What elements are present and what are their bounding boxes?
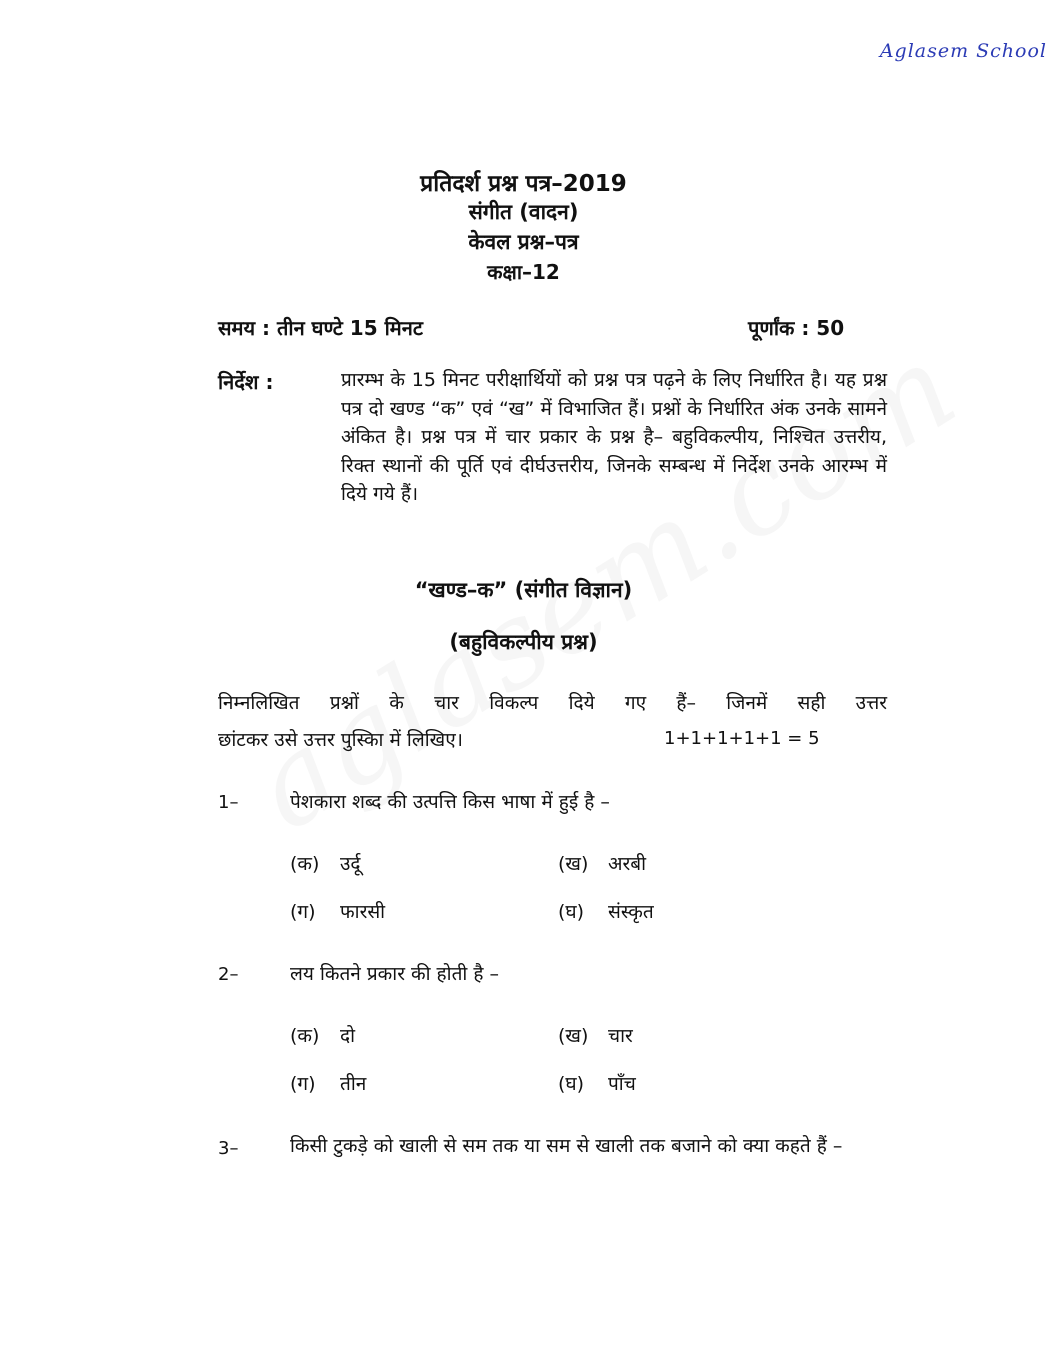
directions-label: निर्देश : — [218, 370, 274, 394]
option — [290, 850, 361, 876]
question-number: 3– — [218, 1138, 239, 1159]
directions-text: प्रारम्भ के 15 मिनट परीक्षार्थियों को प्रश्न पत्र पढ़ने के लिए निर्धारित है। यह प्रश्न पत्र दो खण्ड “क” एवं “ख” में विभाजित हैं। प्रश्नों के निर्धारित अंक उनके सामने अंकित है। प्रश्न पत्र में चार प्रकार के प्रश्न है– बहुविकल्पीय, निश्चित उत्तरीय, रिक्त स्थानों की पूर्ति एवं दीर्घउत्तरीय, जिनके सम्बन्ध में निर्देश उनके आरम्भ में दिये गये हैं। — [341, 369, 887, 506]
section-instruction-line1: निम्नलिखित प्रश्नों के चार विकल्प दिये गए हैं– जिनमें सही उत्तर — [218, 692, 887, 714]
section-marks: 1+1+1+1+1 = 5 — [664, 728, 820, 749]
option-text: तीन — [340, 1073, 367, 1095]
option-text: चार — [608, 1025, 633, 1047]
section-subtitle: (बहुविकल्पीय प्रश्न) — [449, 630, 598, 654]
paper-class: कक्षा–12 — [487, 260, 560, 284]
section-instruction-line2: छांटकर उसे उत्तर पुस्किा में लिखिए। — [218, 729, 463, 751]
option-text: उर्दू — [340, 853, 361, 875]
option — [290, 1070, 366, 1096]
option-key: (घ) — [558, 901, 585, 923]
question-number: 2– — [218, 964, 239, 985]
option — [558, 898, 654, 924]
option-key: (ख) — [558, 1025, 589, 1047]
brand-watermark: Aglasem School — [879, 40, 1047, 62]
option — [290, 1022, 355, 1048]
paper-title: प्रतिदर्श प्रश्न पत्र–2019 — [420, 171, 627, 197]
question-text: किसी टुकड़े को खाली से सम तक या सम से खाली तक बजाने को क्या कहते हैं – — [290, 1135, 843, 1157]
question-text: लय कितने प्रकार की होती है – — [290, 963, 499, 985]
option-text: दो — [340, 1025, 356, 1047]
option — [558, 850, 646, 876]
option-key: (घ) — [558, 1073, 585, 1095]
exam-time: समय : तीन घण्टे 15 मिनट — [218, 316, 423, 340]
option-key: (ग) — [290, 1073, 316, 1095]
option-text: संस्कृत — [608, 901, 654, 923]
option-key: (ग) — [290, 901, 316, 923]
option-text: फारसी — [340, 901, 386, 923]
max-marks: पूर्णांक : 50 — [748, 316, 845, 340]
option-key: (क) — [290, 853, 320, 875]
option — [558, 1070, 636, 1096]
option — [558, 1022, 633, 1048]
option-text: पाँच — [608, 1073, 636, 1095]
option — [290, 898, 385, 924]
option-key: (क) — [290, 1025, 320, 1047]
option-text: अरबी — [608, 853, 647, 875]
question-text: पेशकारा शब्द की उत्पत्ति किस भाषा में हुई है – — [290, 791, 610, 813]
question-number: 1– — [218, 792, 239, 813]
paper-subject: संगीत (वादन) — [468, 200, 579, 224]
option-key: (ख) — [558, 853, 589, 875]
paper-type: केवल प्रश्न–पत्र — [468, 230, 579, 254]
section-title: “खण्ड–क” (संगीत विज्ञान) — [414, 578, 633, 602]
